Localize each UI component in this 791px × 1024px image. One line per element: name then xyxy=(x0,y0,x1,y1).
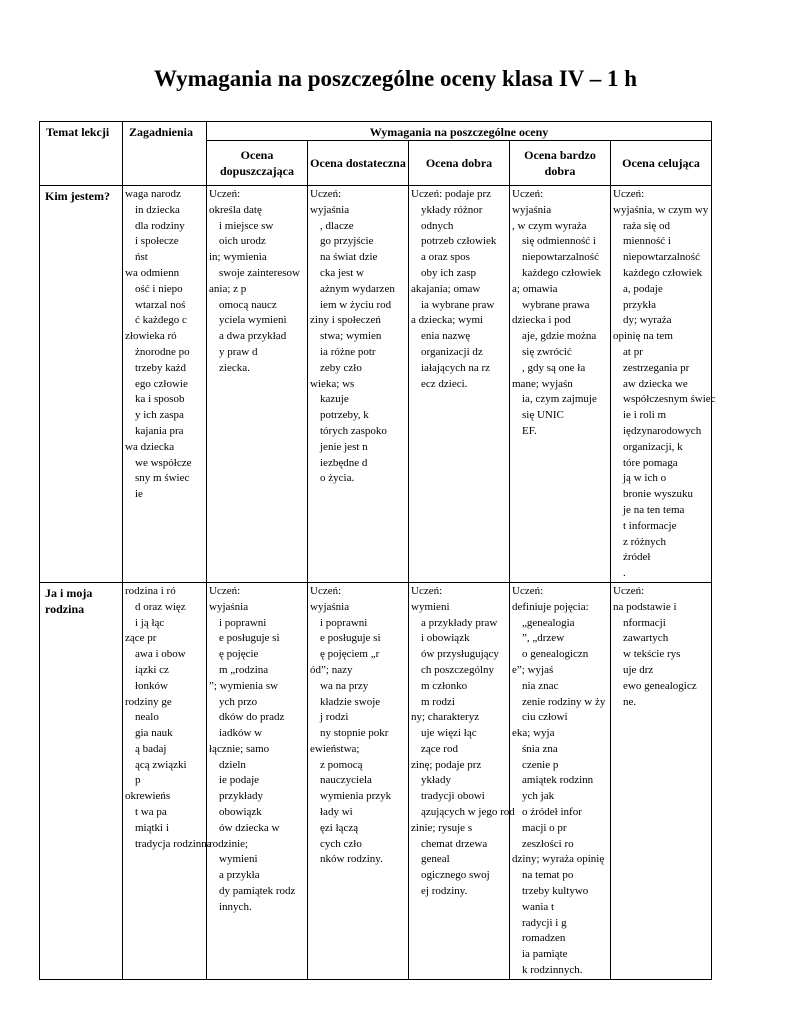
cell-text-line: Uczeń: xyxy=(512,188,544,200)
cell-text-line: iałających na rz xyxy=(421,361,491,374)
cell-text-line: wymieni xyxy=(411,600,450,613)
cell-text-line: wyjaśnia, w czym wy xyxy=(613,203,709,216)
cell-text-line: ość i niepo xyxy=(135,282,183,295)
cell-text-line: dków do pradz xyxy=(219,711,285,724)
cell-text-line: radycji i g xyxy=(522,916,567,929)
cell-text-line: żnorodne po xyxy=(135,345,190,358)
cell-text-line: j rodzi xyxy=(320,711,349,724)
cell-text-line: i ją łąc xyxy=(135,616,165,629)
cell-text-line: wyjaśnia xyxy=(512,203,552,216)
cell-text-line: nia znac xyxy=(522,679,559,692)
cell-text-line: każdego człowiek xyxy=(623,266,703,279)
cell-text-line: i poprawni xyxy=(219,616,267,629)
cell-text-line: określa datę xyxy=(209,203,262,216)
cell-text-line: ogicznego swoj xyxy=(421,869,490,882)
cell-text-line: sny m świec xyxy=(135,472,190,485)
cell-text-line: zeszłości ro xyxy=(522,837,574,850)
cell-text-line: każdego człowiek xyxy=(522,266,602,279)
cell-text-line: Uczeń: podaje prz xyxy=(411,188,492,200)
cell-text-line: opinię na tem xyxy=(613,330,673,343)
cell-text-line: ą badaj xyxy=(135,742,167,755)
cell-text-line: o życia. xyxy=(320,472,355,485)
cell-text-line: zestrzegania pr xyxy=(623,361,690,374)
cell-text-line: e posługuje si xyxy=(320,632,381,645)
cell-text-line: ją w ich o xyxy=(623,472,667,485)
cell-text-line: potrzeby, k xyxy=(320,409,369,422)
grade-celujaca-cell xyxy=(611,186,716,583)
cell-text-line: stwa; wymien xyxy=(320,330,382,343)
cell-text-line: wyjaśnia xyxy=(310,203,350,216)
cell-text-line: wymieni xyxy=(219,853,258,866)
cell-text-line: amiątek rodzinn xyxy=(522,774,594,787)
cell-text-line: ka i sposob xyxy=(135,393,185,406)
cell-text-line: ę pojęciem „r xyxy=(320,648,380,661)
header-grade-dopuszczajaca: Ocena dopuszczająca xyxy=(207,141,308,186)
cell-text-line: aje, gdzie można xyxy=(522,330,597,343)
cell-text-line: wyjaśnia xyxy=(209,600,249,613)
cell-text-line: przykła xyxy=(623,298,656,311)
cell-text-line: niepowtarzalność xyxy=(522,251,599,264)
cell-text-line: zące rod xyxy=(421,742,458,755)
cell-text-line: i społecze xyxy=(135,235,179,248)
cell-text-line: y praw d xyxy=(219,345,258,358)
cell-text-line: mienność i xyxy=(623,235,671,248)
cell-text-line: obowiązk xyxy=(219,806,262,819)
cell-text-line: zawartych xyxy=(623,632,669,645)
header-grade-bardzo-dobra: Ocena bardzo dobra xyxy=(510,141,611,186)
header-topic: Temat lekcji xyxy=(40,122,123,186)
cell-text-line: enia nazwę xyxy=(421,330,471,343)
grade-dostateczna-cell xyxy=(308,186,409,583)
grade-dobra-cell xyxy=(409,186,510,583)
cell-text-line: ne. xyxy=(623,695,637,708)
cell-text-line: we współcze xyxy=(135,456,192,469)
cell-text-line: bronie wyszuku xyxy=(623,488,693,501)
cell-text-line: jenie jest n xyxy=(320,440,368,453)
cell-text-line: łady wi xyxy=(320,806,353,819)
cell-text-line: przykłady xyxy=(219,790,263,803)
grade-dopuszczajaca-cell xyxy=(207,582,308,979)
cell-text-line: p xyxy=(135,774,141,787)
cell-text-line: potrzeb człowiek xyxy=(421,235,497,248)
cell-text-line: i obowiązk xyxy=(421,632,470,645)
header-grade-dostateczna: Ocena dostateczna xyxy=(308,141,409,186)
cell-text-line: Uczeń: xyxy=(512,584,544,597)
cell-text-line: e posługuje si xyxy=(219,632,280,645)
cell-text-line: iadków w xyxy=(219,727,263,740)
cell-text-line: z pomocą xyxy=(320,758,363,771)
grade-bardzo-dobra-cell xyxy=(510,582,611,979)
cell-text-line: ego człowie xyxy=(135,377,188,390)
cell-text-line: ykłady różnor xyxy=(421,203,483,216)
requirements-table xyxy=(39,121,716,980)
cell-text-line: i poprawni xyxy=(320,616,368,629)
cell-text-line: wa na przy xyxy=(320,679,369,692)
cell-text-line: zące pr xyxy=(125,632,157,645)
cell-text-line: organizacji dz xyxy=(421,345,483,358)
cell-text-line: nformacji xyxy=(623,616,666,629)
cell-text-line: kajania pra xyxy=(135,424,184,437)
cell-text-line: „genealogia xyxy=(522,616,575,629)
cell-text-line: , w czym wyraża xyxy=(512,219,587,232)
cell-text-line: i miejsce sw xyxy=(219,219,274,232)
cell-text-line: tradycja rodzinna xyxy=(135,837,212,850)
cell-text-line: ie i roli m xyxy=(623,409,667,422)
cell-text-line: t wa pa xyxy=(135,806,167,819)
cell-text-line: a; omawia xyxy=(512,282,558,295)
cell-text-line: wieka; ws xyxy=(310,377,355,390)
cell-text-line: niepowtarzalność xyxy=(623,251,700,264)
cell-text-line: Uczeń: xyxy=(613,584,645,597)
cell-text-line: ązujących w jego rod xyxy=(421,806,515,819)
cell-text-line: Uczeń: xyxy=(411,584,443,597)
cell-text-line: złowieka ró xyxy=(125,330,177,343)
cell-text-line: omocą naucz xyxy=(219,298,277,311)
grade-bardzo-dobra-cell xyxy=(510,186,611,583)
cell-text-line: tóre pomaga xyxy=(623,456,678,469)
cell-text-line: aw dziecka we xyxy=(623,377,688,390)
cell-text-line: zinę; podaje prz xyxy=(411,758,482,771)
cell-text-line: ia, czym zajmuje xyxy=(522,393,597,406)
cell-text-line: oby ich zasp xyxy=(421,266,476,279)
cell-text-line: a przykła xyxy=(219,869,260,882)
cell-text-line: czenie p xyxy=(522,758,559,771)
grade-dobra-cell xyxy=(409,582,515,979)
cell-text-line: ciu człowi xyxy=(522,711,568,724)
cell-text-line: ie podaje xyxy=(219,774,260,787)
cell-text-line: ych przo xyxy=(219,695,258,708)
cell-text-line: ewo genealogicz xyxy=(623,679,697,692)
cell-text-line: uje więzi łąc xyxy=(421,727,477,740)
cell-text-line: wybrane prawa xyxy=(522,298,590,311)
cell-text-line: in; wymienia xyxy=(209,251,267,264)
cell-text-line: wania t xyxy=(522,900,555,913)
header-grade-celujaca: Ocena celująca xyxy=(611,141,712,186)
cell-text-line: ę pojęcie xyxy=(219,648,259,661)
cell-text-line: ód”; nazy xyxy=(310,663,353,676)
cell-text-line: ńst xyxy=(135,251,148,264)
cell-text-line: cych czło xyxy=(320,837,362,850)
cell-text-line: trzeby kultywo xyxy=(522,885,589,898)
cell-text-line: cka jest w xyxy=(320,266,364,279)
cell-text-line: ziecka. xyxy=(219,361,250,374)
grade-celujaca-cell xyxy=(611,582,712,979)
cell-text-line: ie xyxy=(135,488,143,501)
cell-text-line: ażnym wydarzen xyxy=(320,282,395,295)
cell-text-line: o źródeł infor xyxy=(522,806,582,819)
cell-text-line: ej rodziny. xyxy=(421,885,468,898)
cell-text-line: eka; wyja xyxy=(512,727,555,740)
cell-text-line: ia różne potr xyxy=(320,345,376,358)
cell-text-line: ecz dzieci. xyxy=(421,377,468,390)
cell-text-line: , dlacze xyxy=(320,219,354,232)
cell-text-line: chemat drzewa xyxy=(421,837,488,850)
cell-text-line: k rodzinnych. xyxy=(522,964,583,977)
topic-cell: Kim jestem? xyxy=(40,186,123,583)
cell-text-line: miątki i xyxy=(135,821,169,834)
cell-text-line: m rodzi xyxy=(421,695,455,708)
cell-text-line: wtarzal noś xyxy=(135,298,186,311)
cell-text-line: rodzinie; xyxy=(209,837,249,850)
grade-dostateczna-cell xyxy=(308,582,409,979)
cell-text-line: je na ten tema xyxy=(623,503,685,516)
page-title: Wymagania na poszczególne oceny klasa IV – 1 h xyxy=(153,66,638,91)
cell-text-line: zenie rodziny w ży xyxy=(522,695,606,708)
cell-text-line: ziny i społeczeń xyxy=(310,314,381,327)
cell-text-line: nauczyciela xyxy=(320,774,372,787)
cell-text-line: ania; z p xyxy=(209,282,247,295)
cell-text-line: kładzie swoje xyxy=(320,695,381,708)
cell-text-line: na temat po xyxy=(522,869,574,882)
cell-text-line: rodziny ge xyxy=(125,695,172,708)
cell-text-line: dy; wyraża xyxy=(623,314,672,327)
cell-text-line: zinie; rysuje s xyxy=(411,821,473,834)
cell-text-line: definiuje pojęcia: xyxy=(512,600,589,613)
cell-text-line: m członko xyxy=(421,679,468,692)
cell-text-line: się zwrócić xyxy=(522,345,572,358)
cell-text-line: EF. xyxy=(522,424,537,437)
cell-text-line: Uczeń: xyxy=(209,188,241,200)
cell-text-line: macji o pr xyxy=(522,821,567,834)
cell-text-line: rodzina i ró xyxy=(125,584,176,597)
cell-text-line: raża się od xyxy=(623,219,671,232)
cell-text-line: yciela wymieni xyxy=(219,314,287,327)
cell-text-line: m „rodzina xyxy=(219,663,269,676)
cell-text-line: uje drz xyxy=(623,663,654,676)
cell-text-line: . xyxy=(623,567,626,580)
cell-text-line: z różnych xyxy=(623,535,667,548)
cell-text-line: ia pamiąte xyxy=(522,948,568,961)
cell-text-line: iezbędne d xyxy=(320,456,368,469)
cell-text-line: na podstawie i xyxy=(613,600,677,613)
cell-text-line: Uczeń: xyxy=(613,188,645,200)
cell-text-line: akajania; omaw xyxy=(411,282,481,295)
issues-cell xyxy=(123,186,207,583)
cell-text-line: ącą związki xyxy=(135,758,187,771)
cell-text-line: ny stopnie pokr xyxy=(320,727,389,740)
cell-text-line: y ich zaspa xyxy=(135,409,184,422)
cell-text-line: a przykłady praw xyxy=(421,616,498,629)
cell-text-line: iązki cz xyxy=(135,663,169,676)
cell-text-line: ykłady xyxy=(421,774,451,787)
cell-text-line: waga narodz xyxy=(125,188,181,200)
cell-text-line: dzieln xyxy=(219,758,246,771)
cell-text-line: w tekście rys xyxy=(623,648,681,661)
cell-text-line: a dwa przykład xyxy=(219,330,287,343)
cell-text-line: ęzi łączą xyxy=(320,821,359,834)
cell-text-line: współczesnym świec xyxy=(623,393,716,406)
cell-text-line: dla rodziny xyxy=(135,219,185,232)
cell-text-line: wyjaśnia xyxy=(310,600,350,613)
cell-text-line: awa i obow xyxy=(135,648,186,661)
cell-text-line: wymienia przyk xyxy=(320,790,392,803)
cell-text-line: in dziecka xyxy=(135,203,180,216)
header-issues: Zagadnienia xyxy=(123,122,207,186)
cell-text-line: ”, „drzew xyxy=(522,632,565,645)
cell-text-line: śnia zna xyxy=(522,742,558,755)
cell-text-line: się UNIC xyxy=(522,409,564,422)
cell-text-line: romadzen xyxy=(522,932,566,945)
cell-text-line: nealo xyxy=(135,711,159,724)
cell-text-line: gia nauk xyxy=(135,727,173,740)
cell-text-line: d oraz więz xyxy=(135,600,186,613)
cell-text-line: iem w życiu rod xyxy=(320,298,392,311)
cell-text-line: zeby czło xyxy=(320,361,362,374)
cell-text-line: ch poszczególny xyxy=(421,663,494,676)
cell-text-line: swoje zainteresow xyxy=(219,266,300,279)
cell-text-line: dziny; wyraża opinię xyxy=(512,853,605,866)
cell-text-line: łącznie; samo xyxy=(209,742,270,755)
cell-text-line: e”; wyjaś xyxy=(512,663,554,676)
cell-text-line: tradycji obowi xyxy=(421,790,485,803)
cell-text-line: ewieństwa; xyxy=(310,742,360,755)
cell-text-line: tórych zaspoko xyxy=(320,424,387,437)
cell-text-line: a, podaje xyxy=(623,282,663,295)
cell-text-line: wa dziecka xyxy=(125,440,175,453)
cell-text-line: odnych xyxy=(421,219,454,232)
cell-text-line: Uczeń: xyxy=(310,188,342,200)
cell-text-line: wa odmienn xyxy=(125,266,180,279)
header-requirements: Wymagania na poszczególne oceny xyxy=(207,122,712,141)
cell-text-line: się odmienność i xyxy=(522,235,596,248)
table-row xyxy=(40,582,712,979)
cell-text-line: oich urodz xyxy=(219,235,266,248)
cell-text-line: o genealogiczn xyxy=(522,648,589,661)
cell-text-line: na świat dzie xyxy=(320,251,378,264)
cell-text-line: mane; wyjaśn xyxy=(512,377,573,390)
cell-text-line: dy pamiątek rodz xyxy=(219,885,296,898)
header-grade-dobra: Ocena dobra xyxy=(409,141,510,186)
cell-text-line: kazuje xyxy=(320,393,349,406)
cell-text-line: ć każdego c xyxy=(135,314,187,327)
cell-text-line: a dziecka; wymi xyxy=(411,314,484,327)
cell-text-line: łonków xyxy=(135,679,168,692)
issues-cell xyxy=(123,582,212,979)
cell-text-line: dziecka i pod xyxy=(512,314,571,327)
cell-text-line: a oraz spos xyxy=(421,251,470,264)
cell-text-line: okrewieńs xyxy=(125,790,171,803)
grade-dopuszczajaca-cell xyxy=(207,186,308,583)
cell-text-line: innych. xyxy=(219,900,252,913)
cell-text-line: organizacji, k xyxy=(623,440,683,453)
cell-text-line: ny; charakteryz xyxy=(411,711,480,724)
cell-text-line: at pr xyxy=(623,345,643,358)
cell-text-line: iędzynarodowych xyxy=(623,424,702,437)
cell-text-line: źródeł xyxy=(623,551,651,564)
topic-cell: Ja i moja rodzina xyxy=(40,582,123,979)
table-row xyxy=(40,186,712,583)
cell-text-line: ”; wymienia sw xyxy=(209,679,279,692)
cell-text-line: ych jak xyxy=(522,790,555,803)
cell-text-line: geneal xyxy=(421,853,450,866)
cell-text-line: trzeby każd xyxy=(135,361,186,374)
cell-text-line: ów przysługujący xyxy=(421,648,499,661)
cell-text-line: , gdy są one ła xyxy=(522,361,586,374)
cell-text-line: nków rodziny. xyxy=(320,853,383,866)
cell-text-line: Uczeń: xyxy=(310,584,342,597)
cell-text-line: ów dziecka w xyxy=(219,821,280,834)
cell-text-line: ia wybrane praw xyxy=(421,298,495,311)
cell-text-line: go przyjście xyxy=(320,235,374,248)
cell-text-line: t informacje xyxy=(623,519,677,532)
cell-text-line: Uczeń: xyxy=(209,584,241,597)
